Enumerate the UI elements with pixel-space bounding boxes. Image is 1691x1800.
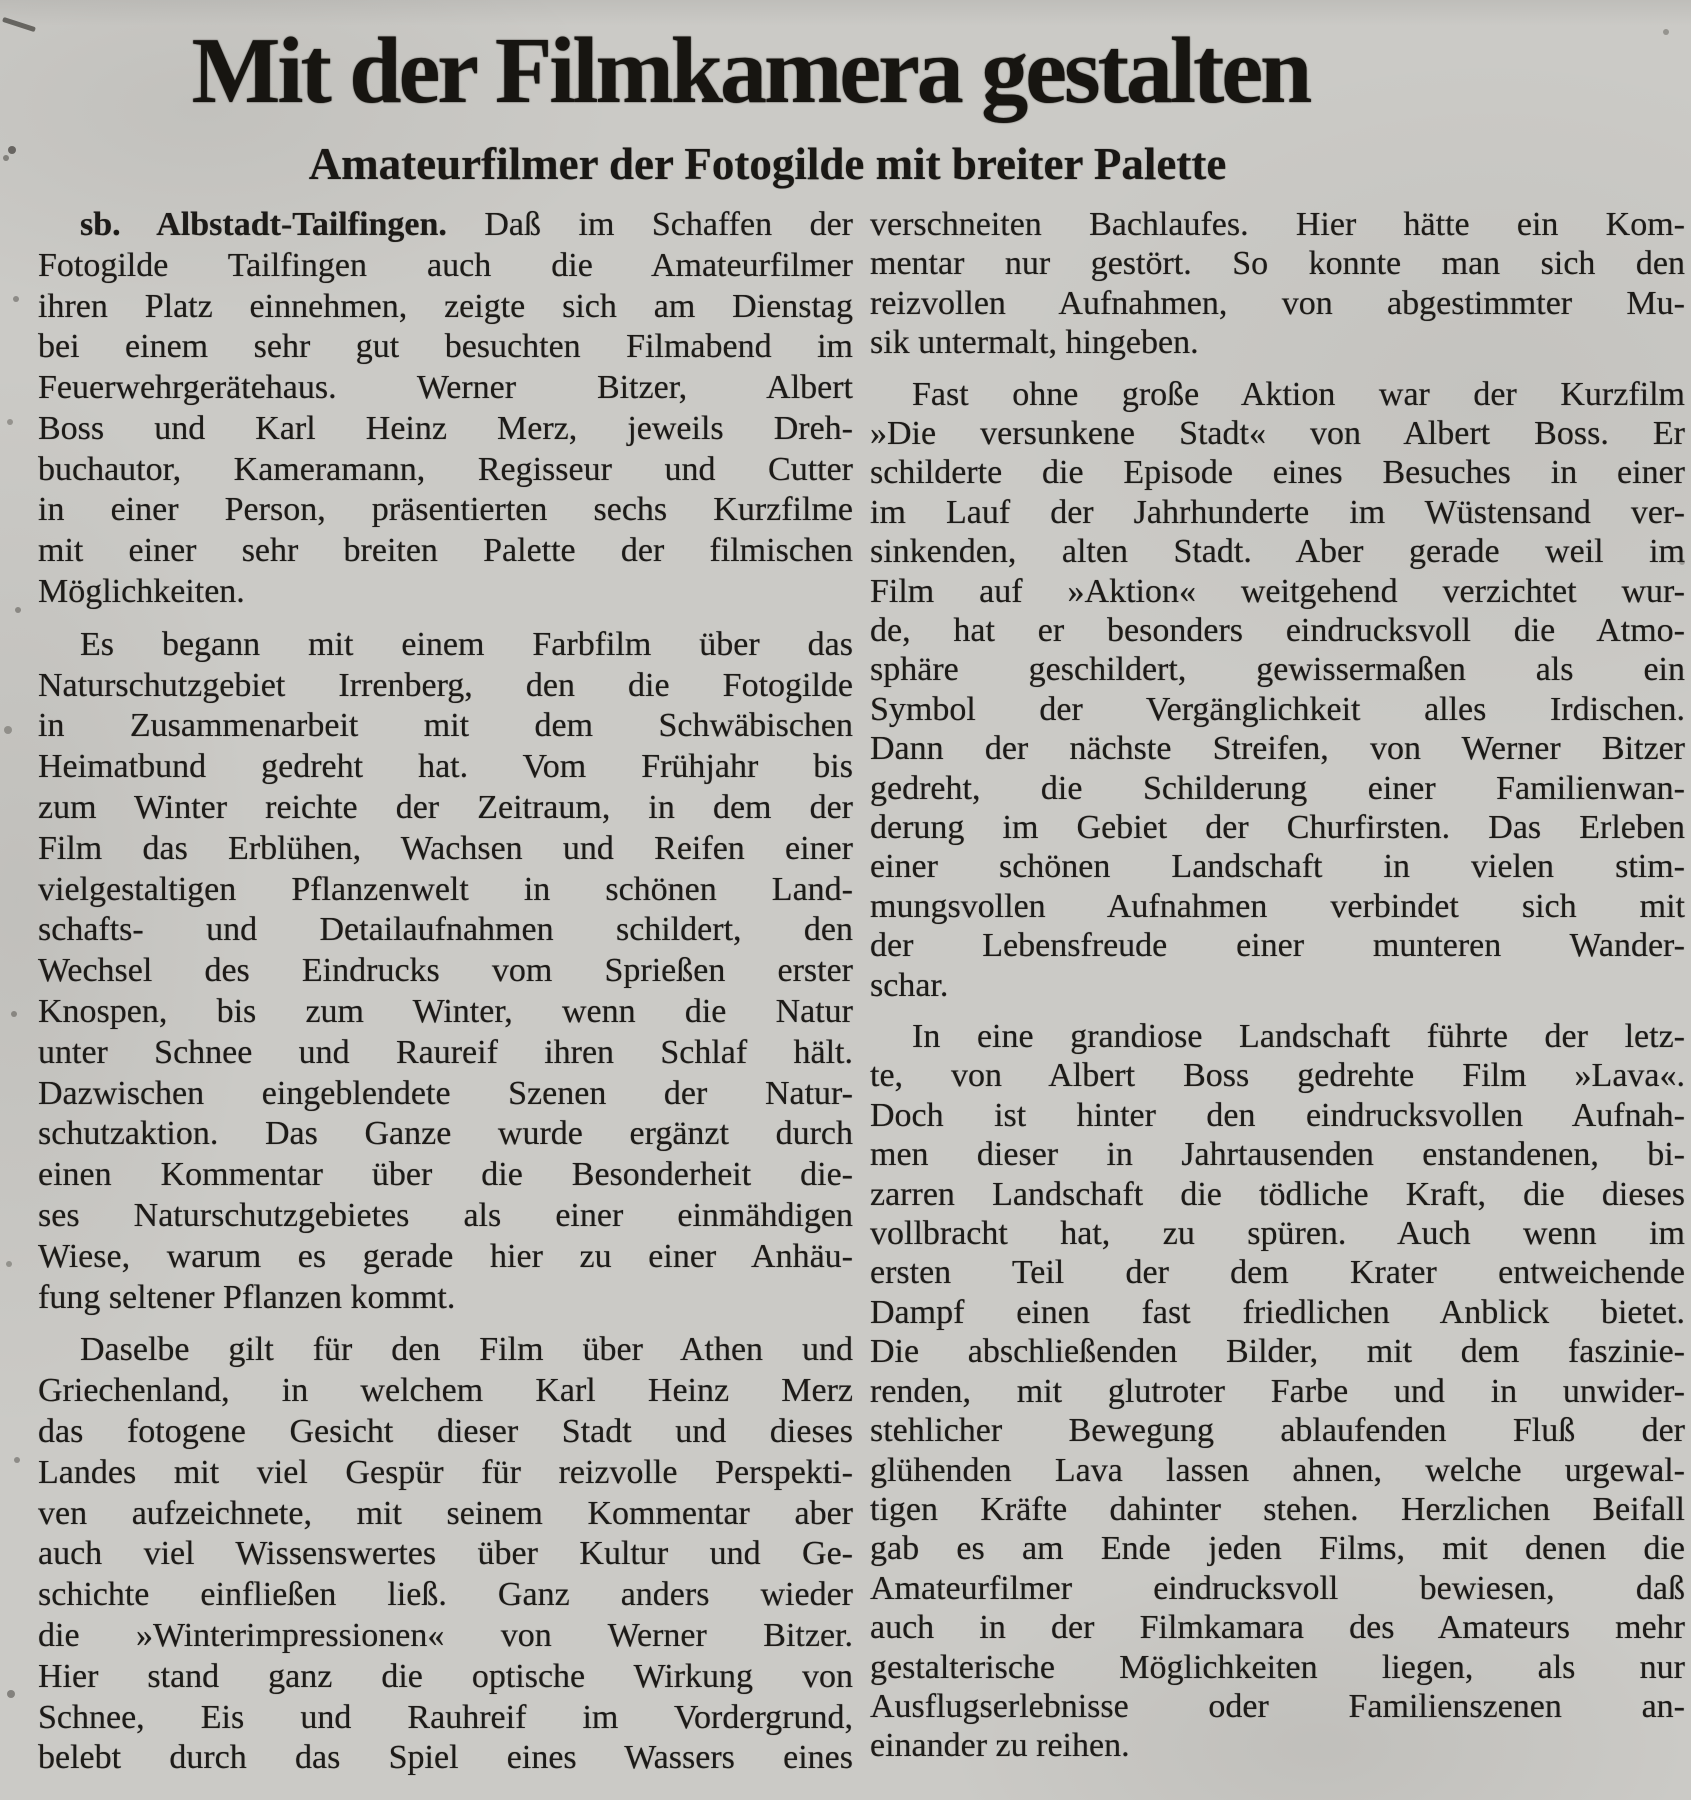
article-line: tigen Kräfte dahinter stehen. Herzlichen Beifall bbox=[870, 1490, 1685, 1528]
article-line: Symbol der Vergänglichkeit alles Irdischen. bbox=[870, 690, 1685, 728]
article-line: sphäre geschildert, gewissermaßen als ein bbox=[870, 651, 1685, 689]
article-line: einer schönen Landschaft in vielen stim- bbox=[870, 848, 1685, 886]
article-line: in einer Person, präsentierten sechs Kurzfilme bbox=[38, 491, 853, 529]
article-line: Naturschutzgebiet Irrenberg, den die Fotogilde bbox=[38, 666, 853, 704]
article-line: auch in der Filmkamara des Amateurs mehr bbox=[870, 1609, 1685, 1647]
article-line: de, hat er besonders eindrucksvoll die Atmo- bbox=[870, 611, 1685, 649]
article-line: Film auf »Aktion« weitgehend verzichtet wur- bbox=[870, 572, 1685, 610]
article-line: zum Winter reichte der Zeitraum, in dem der bbox=[38, 789, 853, 827]
article-line: Dazwischen eingeblendete Szenen der Natur- bbox=[38, 1074, 853, 1112]
article-line: auch viel Wissenswertes über Kultur und Ge- bbox=[38, 1535, 853, 1573]
article-line: schafts- und Detailaufnahmen schildert, den bbox=[38, 911, 853, 949]
article-line: mit einer sehr breiten Palette der filmischen bbox=[38, 532, 853, 570]
article-line: unter Schnee und Raureif ihren Schlaf hält. bbox=[38, 1033, 853, 1071]
article-line: verschneiten Bachlaufes. Hier hätte ein Kom- bbox=[870, 205, 1685, 243]
article-line: te, von Albert Boss gedrehte Film »Lava«. bbox=[870, 1057, 1685, 1095]
article-line: Wechsel des Eindrucks vom Sprießen erster bbox=[38, 952, 853, 990]
byline-location-lead: sb. Albstadt-Tailfingen. bbox=[80, 205, 447, 243]
article-line: derung im Gebiet der Churfirsten. Das Erleben bbox=[870, 809, 1685, 846]
article-line: Feuerwehrgerätehaus. Werner Bitzer, Albert bbox=[38, 369, 853, 407]
article-line: der Lebensfreude einer munteren Wander- bbox=[870, 927, 1685, 965]
paragraph bbox=[870, 375, 1685, 1006]
article-line: Es begann mit einem Farbfilm über das bbox=[80, 625, 853, 663]
paragraph bbox=[870, 1017, 1685, 1766]
article-line: stehlicher Bewegung ablaufenden Fluß der bbox=[870, 1412, 1685, 1450]
article-line: belebt durch das Spiel eines Wassers eines bbox=[38, 1739, 853, 1777]
article-line: Griechenland, in welchem Karl Heinz Merz bbox=[38, 1372, 853, 1410]
paragraph bbox=[38, 205, 853, 613]
paragraph bbox=[870, 205, 1685, 363]
article-line: vielgestaltigen Pflanzenwelt in schönen Land- bbox=[38, 870, 853, 908]
paragraph bbox=[38, 625, 853, 1319]
article-line: schilderte die Episode eines Besuches in einer bbox=[870, 454, 1685, 492]
article-line: Amateurfilmer eindrucksvoll bewiesen, daß bbox=[870, 1569, 1685, 1607]
article-line: in Zusammenarbeit mit dem Schwäbischen bbox=[38, 707, 853, 745]
article-line: Schnee, Eis und Rauhreif im Vordergrund, bbox=[38, 1698, 853, 1736]
article-line: gedreht, die Schilderung einer Familienwan- bbox=[870, 769, 1685, 807]
article-body bbox=[0, 191, 1691, 1779]
article-line: Ausflugserlebnisse oder Familienszenen an- bbox=[870, 1687, 1685, 1725]
article-line: zarren Landschaft die tödliche Kraft, die dieses bbox=[870, 1175, 1685, 1213]
article-line: Boss und Karl Heinz Merz, jeweils Dreh- bbox=[38, 409, 853, 447]
article-line: mungsvollen Aufnahmen verbindet sich mit bbox=[870, 887, 1685, 925]
article-line: Landes mit viel Gespür für reizvolle Perspekti- bbox=[38, 1453, 853, 1491]
article-line: im Lauf der Jahrhunderte im Wüstensand ver- bbox=[870, 493, 1685, 531]
article-line: men dieser in Jahrtausenden enstandenen, bi- bbox=[870, 1136, 1685, 1174]
article-line: schutzaktion. Das Ganze wurde ergänzt durch bbox=[38, 1115, 853, 1153]
article-line: »Die versunkene Stadt« von Albert Boss. Er bbox=[870, 414, 1685, 452]
article-line: sik untermalt, hingeben. bbox=[870, 324, 1199, 362]
article-line: schar. bbox=[870, 966, 949, 1004]
article-line: die »Winterimpressionen« von Werner Bitzer. bbox=[38, 1617, 853, 1654]
article-line: einander zu reihen. bbox=[870, 1727, 1130, 1765]
paragraph bbox=[38, 1330, 853, 1779]
article-line: Wiese, warum es gerade hier zu einer Anhäu- bbox=[38, 1237, 853, 1275]
article-line: Film das Erblühen, Wachsen und Reifen einer bbox=[38, 829, 853, 867]
article-line: reizvollen Aufnahmen, von abgestimmter Mu- bbox=[870, 284, 1685, 322]
article-line: sinkenden, alten Stadt. Aber gerade weil im bbox=[870, 533, 1685, 571]
article-line: ihren Platz einnehmen, zeigte sich am Dienstag bbox=[38, 287, 853, 325]
article-line: das fotogene Gesicht dieser Stadt und dieses bbox=[38, 1413, 853, 1451]
article-line: mentar nur gestört. So konnte man sich den bbox=[870, 245, 1685, 283]
article-line: vollbracht hat, zu spüren. Auch wenn im bbox=[870, 1215, 1685, 1253]
article-line: gestalterische Möglichkeiten liegen, als nur bbox=[870, 1648, 1685, 1686]
article-line: renden, mit glutroter Farbe und in unwider- bbox=[870, 1372, 1685, 1410]
article-line: Dann der nächste Streifen, von Werner Bitzer bbox=[870, 730, 1685, 768]
article-line: fung seltener Pflanzen kommt. bbox=[38, 1278, 456, 1316]
article-line: Die abschließenden Bilder, mit dem faszinie- bbox=[870, 1333, 1685, 1371]
article-line: Hier stand ganz die optische Wirkung von bbox=[38, 1657, 853, 1695]
article-column-left bbox=[38, 205, 853, 1779]
article-line: Doch ist hinter den eindrucksvollen Aufnah- bbox=[870, 1096, 1685, 1134]
article-line: In eine grandiose Landschaft führte der letz- bbox=[912, 1018, 1685, 1056]
article-line: bei einem sehr gut besuchten Filmabend im bbox=[38, 328, 853, 366]
article-line: ses Naturschutzgebietes als einer einmähdigen bbox=[38, 1197, 853, 1235]
article-subheadline: Amateurfilmer der Fotogilde mit breiter Palette bbox=[308, 138, 1227, 189]
article-line: Fotogilde Tailfingen auch die Amateurfilmer bbox=[38, 246, 853, 284]
article-line: glühenden Lava lassen ahnen, welche urgewal- bbox=[870, 1451, 1685, 1489]
article-line: sb. Albstadt-Tailfingen. Daß im Schaffen der bbox=[80, 205, 853, 243]
article-line: Heimatbund gedreht hat. Vom Frühjahr bis bbox=[38, 748, 853, 786]
article-line: Dampf einen fast friedlichen Anblick bietet. bbox=[870, 1293, 1685, 1331]
article-line: Fast ohne große Aktion war der Kurzfilm bbox=[912, 375, 1685, 413]
article-line: ersten Teil der dem Krater entweichende bbox=[870, 1254, 1685, 1292]
article-line: Möglichkeiten. bbox=[38, 573, 245, 611]
article-line: gab es am Ende jeden Films, mit denen die bbox=[870, 1530, 1685, 1568]
article-line: ven aufzeichnete, mit seinem Kommentar aber bbox=[38, 1494, 853, 1532]
scan-speck-artifacts bbox=[0, 0, 4, 4]
article-line: Daselbe gilt für den Film über Athen und bbox=[80, 1331, 853, 1369]
article-headline: Mit der Filmkamera gestalten bbox=[191, 19, 1310, 123]
article-line: einen Kommentar über die Besonderheit die- bbox=[38, 1156, 853, 1194]
article-line: buchautor, Kameramann, Regisseur und Cutter bbox=[38, 450, 853, 488]
article-column-right bbox=[870, 205, 1685, 1766]
article-line: schichte einfließen ließ. Ganz anders wieder bbox=[38, 1576, 853, 1614]
article-line: Knospen, bis zum Winter, wenn die Natur bbox=[38, 993, 853, 1031]
article-header bbox=[0, 0, 1691, 191]
